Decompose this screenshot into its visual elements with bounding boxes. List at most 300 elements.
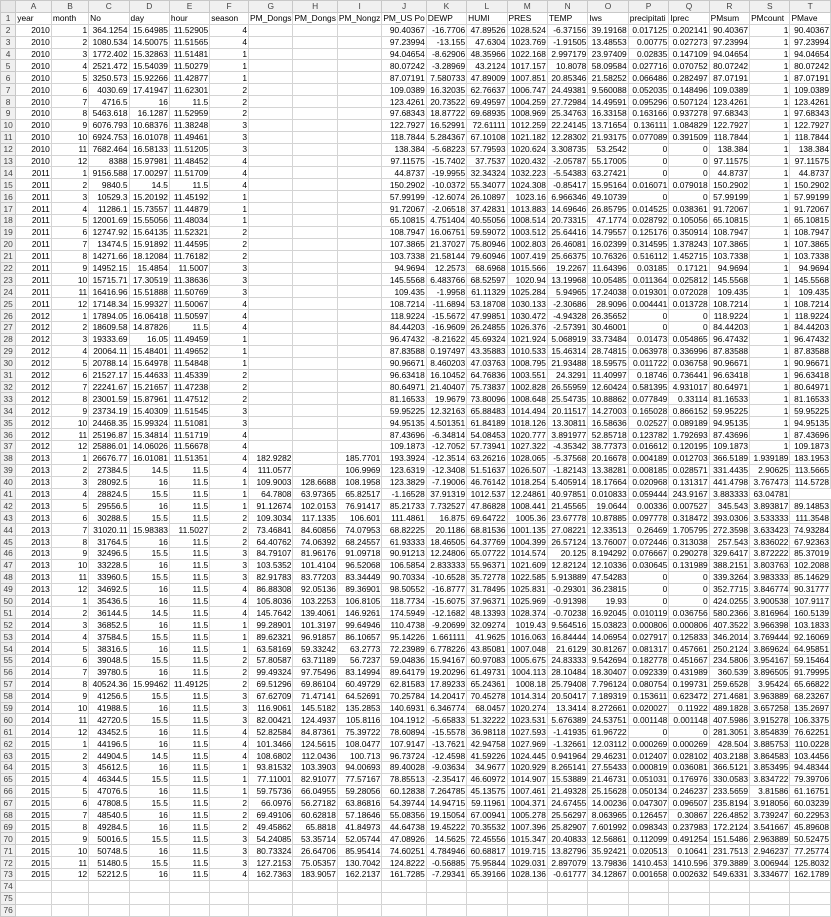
cell[interactable]: 60.97083 [467, 654, 507, 666]
cell[interactable]: 4 [210, 738, 249, 750]
cell[interactable]: 3.983333 [750, 571, 790, 583]
cell[interactable]: 16.33158 [588, 108, 628, 120]
cell[interactable]: 2010 [16, 24, 52, 36]
cell[interactable]: 107.9147 [382, 738, 426, 750]
cell[interactable]: 103.7338 [790, 250, 831, 262]
cell[interactable]: 7 [51, 96, 88, 108]
cell[interactable]: 60.62818 [293, 809, 337, 821]
header-cell[interactable]: PM_US Po [383, 13, 425, 24]
column-header-p[interactable]: P [628, 1, 669, 13]
cell[interactable]: 2015 [16, 809, 52, 821]
cell[interactable] [337, 393, 381, 405]
cell[interactable]: 1004.399 [507, 536, 547, 548]
cell[interactable]: 2 [51, 607, 88, 619]
cell[interactable]: -2.06518 [426, 203, 466, 215]
cell[interactable] [249, 143, 293, 155]
cell[interactable] [293, 96, 337, 108]
cell[interactable]: 0.089189 [669, 417, 709, 429]
cell[interactable]: 36144.5 [89, 607, 129, 619]
cell[interactable]: 15.64135 [129, 226, 169, 238]
cell[interactable]: 52212.5 [89, 869, 129, 881]
cell[interactable]: 4 [210, 452, 249, 464]
cell[interactable]: 41988.5 [89, 702, 129, 714]
cell[interactable]: 18.59575 [588, 357, 628, 369]
cell[interactable]: 3.739247 [750, 809, 790, 821]
cell[interactable]: 17.89233 [426, 678, 466, 690]
cell[interactable] [249, 108, 293, 120]
cell[interactable]: 0.26469 [628, 524, 669, 536]
row-header[interactable]: 61 [1, 726, 16, 738]
cell[interactable]: 130.7042 [337, 857, 381, 869]
cell[interactable]: 15.5 [129, 512, 169, 524]
cell[interactable] [249, 250, 293, 262]
cell[interactable]: 2014 [16, 666, 52, 678]
cell[interactable]: 1025.969 [507, 595, 547, 607]
cell[interactable]: 109.435 [709, 286, 749, 298]
cell[interactable]: 0.080754 [628, 678, 669, 690]
cell[interactable]: 1 [750, 131, 790, 143]
cell[interactable]: 20.125 [547, 547, 587, 559]
cell[interactable]: 31020.11 [89, 524, 129, 536]
cell[interactable]: 96.73724 [382, 750, 426, 762]
row-header[interactable]: 17 [1, 203, 16, 215]
cell[interactable]: 8.063965 [588, 809, 628, 821]
cell[interactable]: 45612.5 [89, 762, 129, 774]
cell[interactable] [293, 369, 337, 381]
cell[interactable]: 1 [750, 357, 790, 369]
cell[interactable]: 21.58252 [588, 72, 628, 84]
cell[interactable]: 0.016612 [628, 440, 669, 452]
cell[interactable]: 66.0976 [249, 797, 293, 809]
cell[interactable]: -15.6075 [426, 595, 466, 607]
cell[interactable]: 1.084829 [669, 119, 709, 131]
cell[interactable]: 11.5 [169, 702, 209, 714]
cell[interactable]: 0.17121 [669, 262, 709, 274]
header-cell[interactable]: PM_Nongz [338, 13, 381, 24]
cell[interactable]: 12 [51, 869, 88, 881]
cell[interactable]: 3.966398 [750, 619, 790, 631]
cell[interactable]: 11.5 [169, 536, 209, 548]
cell[interactable]: 1008.969 [507, 108, 547, 120]
cell[interactable]: 48.13393 [467, 607, 507, 619]
cell[interactable] [293, 274, 337, 286]
cell[interactable]: 2012 [16, 429, 52, 441]
cell[interactable] [169, 892, 209, 904]
cell[interactable]: 0.00775 [628, 36, 669, 48]
cell[interactable]: 1008.441 [507, 500, 547, 512]
cell[interactable]: 0.072028 [669, 286, 709, 298]
cell[interactable]: 15715.71 [89, 274, 129, 286]
row-header[interactable]: 1 [1, 12, 16, 24]
cell[interactable]: 9156.588 [89, 167, 129, 179]
cell[interactable]: 0.050134 [628, 785, 669, 797]
cell[interactable]: 1.378243 [669, 238, 709, 250]
cell[interactable] [588, 892, 628, 904]
cell[interactable]: 65.10815 [382, 215, 426, 227]
cell[interactable]: 1 [750, 155, 790, 167]
cell[interactable] [293, 333, 337, 345]
cell[interactable]: 11.5 [169, 750, 209, 762]
cell[interactable]: 1005.278 [507, 809, 547, 821]
cell[interactable]: 60.68817 [467, 845, 507, 857]
cell[interactable]: 3 [210, 417, 249, 429]
cell[interactable]: 57.73941 [467, 440, 507, 452]
cell[interactable]: 1024.308 [507, 179, 547, 191]
cell[interactable]: 102.2088 [790, 559, 831, 571]
cell[interactable]: 3.769444 [750, 631, 790, 643]
cell[interactable]: 109.1873 [790, 440, 831, 452]
cell[interactable]: 1002.803 [507, 238, 547, 250]
cell[interactable]: 87.43696 [790, 429, 831, 441]
cell[interactable]: 40.55056 [467, 215, 507, 227]
cell[interactable] [249, 191, 293, 203]
cell[interactable]: 1 [210, 619, 249, 631]
cell[interactable]: 124.8222 [382, 857, 426, 869]
cell[interactable]: 65.82517 [337, 488, 381, 500]
cell[interactable]: 11.5 [169, 512, 209, 524]
cell[interactable]: 11.5 [169, 654, 209, 666]
cell[interactable]: 0.131989 [669, 559, 709, 571]
cell[interactable]: 67.10108 [467, 131, 507, 143]
cell[interactable]: 42720.5 [89, 714, 129, 726]
cell[interactable]: 3.893817 [750, 500, 790, 512]
cell[interactable]: 74.60251 [382, 845, 426, 857]
cell[interactable]: 94.95135 [382, 417, 426, 429]
cell[interactable]: 1015.347 [507, 833, 547, 845]
cell[interactable]: 16 [129, 738, 169, 750]
cell[interactable] [337, 191, 381, 203]
cell[interactable]: 388.2151 [709, 559, 749, 571]
cell[interactable]: -5.54383 [547, 167, 587, 179]
cell[interactable]: 2.90625 [750, 464, 790, 476]
row-header[interactable]: 15 [1, 179, 16, 191]
cell[interactable]: 77.57167 [337, 773, 381, 785]
cell[interactable]: 15.5 [129, 571, 169, 583]
cell[interactable]: 0.125833 [669, 631, 709, 643]
header-cell[interactable]: TEMP [547, 12, 587, 24]
cell[interactable]: 0.11922 [669, 702, 709, 714]
cell[interactable]: 32496.5 [89, 547, 129, 559]
cell[interactable] [337, 36, 381, 48]
cell[interactable]: 12747.92 [89, 226, 129, 238]
cell[interactable]: 66.04955 [293, 785, 337, 797]
cell[interactable]: 7.796124 [588, 678, 628, 690]
cell[interactable]: 24.83333 [547, 654, 587, 666]
cell[interactable]: 20.40833 [547, 833, 587, 845]
cell[interactable]: 14.69646 [547, 203, 587, 215]
cell[interactable]: 8.265141 [547, 762, 587, 774]
cell[interactable]: 20.50417 [547, 690, 587, 702]
cell[interactable]: 15.92266 [129, 72, 169, 84]
cell[interactable]: 11.50067 [169, 298, 209, 310]
cell[interactable]: 14.49591 [588, 96, 628, 108]
cell[interactable]: 36.23815 [588, 583, 628, 595]
cell[interactable]: 146.9261 [337, 607, 381, 619]
cell[interactable] [547, 892, 587, 904]
cell[interactable]: 0.18746 [628, 369, 669, 381]
cell[interactable]: 59.04836 [382, 654, 426, 666]
cell[interactable]: 2014 [16, 595, 52, 607]
cell[interactable]: 4030.69 [89, 84, 129, 96]
cell[interactable]: 17.41947 [129, 84, 169, 96]
cell[interactable]: 86.88308 [249, 583, 293, 595]
cell[interactable]: 103.4456 [790, 750, 831, 762]
cell[interactable]: 94.95135 [709, 417, 749, 429]
cell[interactable]: 95.14226 [382, 631, 426, 643]
cell[interactable]: 38316.5 [89, 643, 129, 655]
cell[interactable]: 366.5189 [709, 452, 749, 464]
cell[interactable]: 4 [210, 179, 249, 191]
cell[interactable]: 104.1912 [382, 714, 426, 726]
cell[interactable]: 1 [210, 643, 249, 655]
cell[interactable]: 15.73557 [129, 203, 169, 215]
cell[interactable]: 11.52959 [169, 108, 209, 120]
cell[interactable] [337, 119, 381, 131]
cell[interactable]: 0.079018 [669, 179, 709, 191]
cell[interactable]: 2010 [16, 96, 52, 108]
cell[interactable]: 1 [750, 333, 790, 345]
cell[interactable]: 64.37769 [467, 536, 507, 548]
cell[interactable]: 62.76637 [467, 84, 507, 96]
row-header[interactable]: 57 [1, 678, 16, 690]
cell[interactable]: 118.7844 [709, 131, 749, 143]
row-header[interactable]: 69 [1, 821, 16, 833]
cell[interactable]: 108.7214 [790, 298, 831, 310]
cell[interactable]: 0.066486 [628, 72, 669, 84]
cell[interactable]: 6.346774 [426, 702, 466, 714]
cell[interactable]: 23.97409 [588, 48, 628, 60]
cell[interactable]: 15.5 [129, 857, 169, 869]
cell[interactable] [293, 880, 337, 892]
cell[interactable] [249, 405, 293, 417]
cell[interactable]: 16 [129, 809, 169, 821]
cell[interactable]: 96.63418 [790, 369, 831, 381]
cell[interactable]: 54.39744 [382, 797, 426, 809]
cell[interactable]: 0.054865 [669, 333, 709, 345]
cell[interactable]: 11.50769 [169, 286, 209, 298]
cell[interactable]: 96.52068 [337, 559, 381, 571]
cell[interactable]: 63.86816 [337, 797, 381, 809]
cell[interactable] [426, 904, 466, 916]
cell[interactable]: 27.08221 [547, 524, 587, 536]
cell[interactable]: 2012 [16, 310, 52, 322]
cell[interactable]: 4 [210, 607, 249, 619]
cell[interactable]: 11.5 [169, 322, 209, 334]
cell[interactable]: 10 [51, 131, 88, 143]
cell[interactable]: 15.95164 [588, 179, 628, 191]
cell[interactable]: 145.5568 [709, 274, 749, 286]
cell[interactable]: 0.010833 [588, 488, 628, 500]
cell[interactable]: 11.49459 [169, 333, 209, 345]
cell[interactable]: 11.49125 [169, 678, 209, 690]
cell[interactable]: 161.7285 [382, 869, 426, 881]
cell[interactable]: 1 [210, 60, 249, 72]
cell[interactable]: 1 [750, 108, 790, 120]
cell[interactable]: 12 [51, 583, 88, 595]
cell[interactable]: 107.9117 [790, 595, 831, 607]
cell[interactable]: 11.51709 [169, 167, 209, 179]
cell[interactable]: 44.64738 [382, 821, 426, 833]
header-cell[interactable]: month [51, 12, 88, 24]
cell[interactable]: 145.5182 [293, 702, 337, 714]
cell[interactable]: 4 [210, 440, 249, 452]
cell[interactable]: 1 [750, 393, 790, 405]
cell[interactable]: 1003.512 [507, 226, 547, 238]
cell[interactable]: 6076.793 [89, 119, 129, 131]
cell[interactable] [293, 250, 337, 262]
cell[interactable]: 61.96722 [588, 726, 628, 738]
cell[interactable]: 3 [210, 559, 249, 571]
row-header[interactable]: 55 [1, 654, 16, 666]
cell[interactable]: 106.3375 [790, 714, 831, 726]
cell[interactable]: 59.15464 [790, 654, 831, 666]
cell[interactable]: 2 [210, 238, 249, 250]
cell[interactable]: 65.39166 [467, 869, 507, 881]
cell[interactable]: 226.4852 [709, 809, 749, 821]
cell[interactable]: 91.12674 [249, 500, 293, 512]
cell[interactable]: 0 [669, 167, 709, 179]
cell[interactable]: 50748.5 [89, 845, 129, 857]
cell[interactable]: 1 [750, 36, 790, 48]
cell[interactable]: 1 [750, 429, 790, 441]
cell[interactable]: 63.97365 [293, 488, 337, 500]
cell[interactable]: 1 [51, 452, 88, 464]
cell[interactable]: -5.65833 [426, 714, 466, 726]
cell[interactable]: 8.194292 [588, 547, 628, 559]
cell[interactable]: 68.0457 [467, 702, 507, 714]
cell[interactable]: 28.9096 [588, 298, 628, 310]
cell[interactable]: 0.077849 [628, 393, 669, 405]
cell[interactable]: 424.0255 [709, 595, 749, 607]
cell[interactable]: 2 [210, 809, 249, 821]
cell[interactable]: 7682.464 [89, 143, 129, 155]
cell[interactable]: 16.10452 [426, 369, 466, 381]
cell[interactable]: 11.51205 [169, 143, 209, 155]
cell[interactable]: 4 [210, 167, 249, 179]
cell[interactable]: 26.55959 [547, 381, 587, 393]
row-header[interactable]: 18 [1, 215, 16, 227]
cell[interactable]: -0.61777 [547, 869, 587, 881]
cell[interactable]: 174.5949 [382, 607, 426, 619]
cell[interactable]: 14.94715 [426, 797, 466, 809]
cell[interactable]: 41.9625 [467, 631, 507, 643]
cell[interactable]: 150.2902 [382, 179, 426, 191]
cell[interactable]: 329.6417 [709, 547, 749, 559]
cell[interactable] [293, 191, 337, 203]
cell[interactable]: 11.5 [169, 773, 209, 785]
cell[interactable]: 0.237983 [669, 821, 709, 833]
cell[interactable]: 0.012703 [669, 452, 709, 464]
cell[interactable]: 70.25784 [382, 690, 426, 702]
cell[interactable]: 11.50279 [169, 60, 209, 72]
cell[interactable]: 2 [210, 84, 249, 96]
cell[interactable]: 1 [51, 167, 88, 179]
cell[interactable] [750, 904, 790, 916]
row-header[interactable]: 3 [1, 36, 16, 48]
cell[interactable] [249, 36, 293, 48]
cell[interactable]: 1 [51, 24, 88, 36]
cell[interactable]: -13.7621 [426, 738, 466, 750]
row-header[interactable]: 72 [1, 857, 16, 869]
cell[interactable]: 15.44633 [129, 369, 169, 381]
cell[interactable] [293, 131, 337, 143]
cell[interactable]: 1007.048 [507, 643, 547, 655]
cell[interactable]: 160.5139 [790, 607, 831, 619]
cell[interactable] [426, 880, 466, 892]
cell[interactable]: 33228.5 [89, 559, 129, 571]
cell[interactable]: 138.384 [709, 143, 749, 155]
cell[interactable]: 11.45192 [169, 191, 209, 203]
cell[interactable]: 12001.69 [89, 215, 129, 227]
cell[interactable]: 330.0583 [709, 773, 749, 785]
cell[interactable] [337, 84, 381, 96]
cell[interactable]: 74.06392 [293, 536, 337, 548]
cell[interactable]: 45.13575 [467, 785, 507, 797]
cell[interactable]: 1 [750, 72, 790, 84]
cell[interactable]: 25.56297 [547, 809, 587, 821]
row-header[interactable]: 33 [1, 393, 16, 405]
cell[interactable] [249, 84, 293, 96]
column-header-d[interactable]: D [129, 1, 169, 13]
cell[interactable]: 0.097778 [628, 512, 669, 524]
cell[interactable] [293, 286, 337, 298]
cell[interactable]: 2013 [16, 512, 52, 524]
cell[interactable]: 9 [51, 833, 88, 845]
cell[interactable]: 25.15628 [588, 785, 628, 797]
cell[interactable]: 20.73315 [547, 215, 587, 227]
cell[interactable] [249, 322, 293, 334]
cell[interactable]: 58.09584 [588, 60, 628, 72]
cell[interactable] [467, 904, 507, 916]
cell[interactable]: 1027.969 [507, 738, 547, 750]
cell[interactable]: 69.49597 [467, 96, 507, 108]
cell[interactable]: 11.47512 [169, 393, 209, 405]
cell[interactable]: 27384.5 [89, 464, 129, 476]
column-header-s[interactable]: S [750, 1, 790, 13]
cell[interactable]: 1 [750, 179, 790, 191]
cell[interactable]: 2014 [16, 654, 52, 666]
cell[interactable]: 11.5 [169, 726, 209, 738]
cell[interactable] [337, 96, 381, 108]
cell[interactable]: 11.38248 [169, 119, 209, 131]
cell[interactable]: 1006.747 [507, 84, 547, 96]
cell[interactable]: 47.89526 [467, 24, 507, 36]
cell[interactable]: 0.052035 [628, 84, 669, 96]
cell[interactable]: 19.2267 [547, 262, 587, 274]
cell[interactable]: 0.623472 [669, 690, 709, 702]
cell[interactable]: 8 [51, 393, 88, 405]
cell[interactable]: 18.12084 [129, 250, 169, 262]
cell[interactable]: 20064.11 [89, 345, 129, 357]
cell[interactable] [669, 880, 709, 892]
cell[interactable]: -16.7706 [426, 24, 466, 36]
cell[interactable]: 118.9224 [382, 310, 426, 322]
cell[interactable]: 3.918056 [750, 797, 790, 809]
cell[interactable]: 11.5 [169, 583, 209, 595]
cell[interactable]: 0.313038 [669, 536, 709, 548]
cell[interactable]: 47.03763 [467, 357, 507, 369]
cell[interactable]: 75.80946 [467, 238, 507, 250]
row-header[interactable]: 58 [1, 690, 16, 702]
cell[interactable]: 24.67455 [547, 797, 587, 809]
cell[interactable] [337, 333, 381, 345]
cell[interactable]: 11286.1 [89, 203, 129, 215]
cell[interactable]: 19.9679 [426, 393, 466, 405]
cell[interactable]: 2011 [16, 262, 52, 274]
cell[interactable]: 1012.537 [467, 488, 507, 500]
cell[interactable]: 17.24038 [588, 286, 628, 298]
cell[interactable]: 108.0477 [337, 738, 381, 750]
